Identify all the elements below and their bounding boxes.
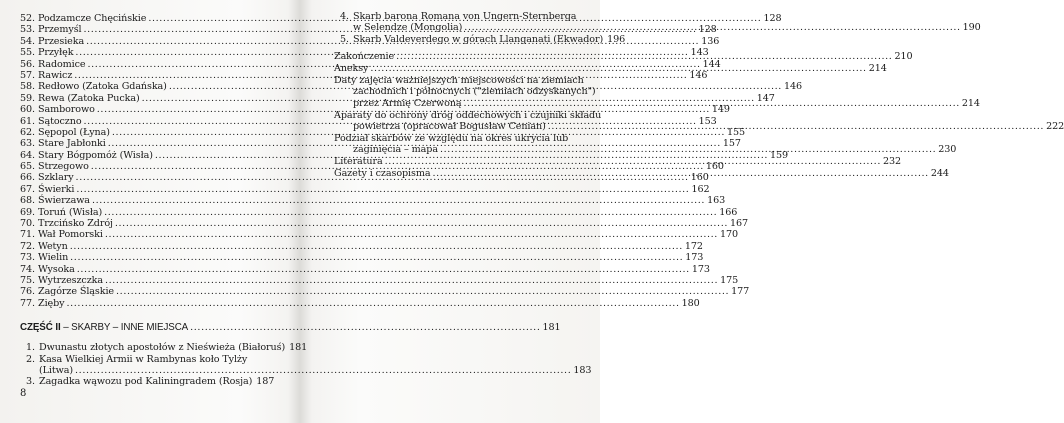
entry-page: 143 (690, 47, 709, 59)
entry-label: Sępopol (Łyna) (38, 126, 110, 138)
entry-label: Redłowo (Zatoka Gdańska) (38, 81, 167, 93)
entry-label: Świerzawa (38, 195, 90, 207)
toc-entry (20, 195, 726, 207)
entry-number: 53. (20, 24, 35, 36)
toc-entry (20, 229, 738, 241)
entry-number: 62. (20, 126, 35, 138)
entry-number: 61. (20, 115, 35, 127)
entry-label: Samborowo (38, 104, 95, 116)
entry-continuation (334, 86, 596, 98)
entry-page: 163 (707, 195, 726, 207)
entry-label: (Litwa) (39, 364, 74, 376)
part-title-bold: CZĘŚĆ II (20, 322, 61, 334)
entry-number: 69. (20, 206, 35, 218)
entry-page: 162 (691, 183, 710, 195)
entry-label: przez Armię Czerwoną (353, 97, 462, 109)
toc-entry (334, 34, 626, 46)
entry-page: 214 (868, 63, 887, 75)
entry-label: Sątoczno (38, 115, 82, 127)
entry-page: 136 (701, 35, 720, 47)
entry-label: Wysoka (38, 263, 75, 275)
entry-number: 2. (26, 353, 35, 365)
entry-page: 181 (289, 342, 308, 354)
entry-page: 187 (256, 376, 275, 388)
entry-page: 167 (730, 218, 749, 230)
leader-dots (385, 156, 881, 167)
entry-number: 65. (20, 161, 35, 173)
entry-number: 59. (20, 92, 35, 104)
entry-label: Przyłęk (38, 47, 74, 59)
leader-dots (432, 168, 928, 179)
entry-label: Wielin (38, 252, 69, 264)
entry-page: 173 (685, 252, 704, 264)
entry-number: 74. (20, 263, 35, 275)
entry-line (20, 354, 264, 365)
entry-number: 76. (20, 286, 35, 298)
entry-number: 1. (26, 342, 35, 354)
entry-label: Wał Pomorski (38, 229, 103, 241)
entry-number: 73. (20, 252, 35, 264)
entry-page: 244 (930, 168, 949, 180)
entry-number: 63. (20, 138, 35, 150)
entry-line (20, 376, 275, 388)
entry-page: 173 (691, 263, 710, 275)
entry-number: 67. (20, 183, 35, 195)
entry-label: Świerki (38, 183, 75, 195)
leader-dots (548, 121, 1044, 132)
entry-number: 68. (20, 195, 35, 207)
entry-page: 155 (727, 126, 746, 138)
entry-number: 71. (20, 229, 35, 241)
toc-entry (20, 240, 703, 252)
part-entries (20, 342, 592, 388)
entry-page: 190 (962, 22, 981, 34)
entry-label: Kasa Wielkiej Armii w Rambynas koło Tylży (39, 353, 248, 365)
entry-page: 175 (720, 274, 739, 286)
leader-dots (464, 98, 960, 109)
entry-label: Strzegowo (38, 161, 89, 173)
entry-label: Przemyśl (38, 24, 82, 36)
entry-label: Zięby (38, 297, 65, 309)
toc-entry (20, 183, 710, 195)
entry-label: Aneksy (334, 63, 369, 75)
entry-page: 196 (607, 34, 626, 46)
entry-number: 55. (20, 47, 35, 59)
entry-page: 230 (938, 144, 957, 156)
entry-label: powietrza (opracował Bogusław Cenian) (353, 121, 546, 133)
entry-number: 70. (20, 218, 35, 230)
entry-label: Rewa (Zatoka Pucka) (38, 92, 140, 104)
toc-entry (20, 297, 700, 309)
entry-page: 128 (763, 13, 782, 24)
entry-page: 172 (684, 240, 703, 252)
entry-page: 177 (731, 286, 750, 298)
entry-page: 232 (882, 156, 901, 168)
leader-dots (440, 144, 936, 155)
entry-number: 3. (26, 376, 35, 388)
leader-dots (370, 63, 866, 74)
entry-line (334, 11, 586, 22)
entry-number: 60. (20, 104, 35, 116)
entry-page: 183 (573, 364, 592, 376)
entry-number: 57. (20, 69, 35, 81)
entry-number: 72. (20, 240, 35, 252)
entry-number: 4. (340, 11, 349, 22)
entry-number: 66. (20, 172, 35, 184)
entry-number: 5. (340, 34, 349, 46)
entry-label: w Selendze (Mongolia) (353, 22, 463, 34)
toc-entry (20, 274, 739, 286)
toc-entry (20, 206, 738, 218)
entry-page: 180 (681, 297, 700, 309)
page-number: 8 (20, 388, 27, 399)
entry-page: 160 (705, 161, 724, 173)
part-title-rest: – SKARBY – INNE MIEJSCA (60, 322, 189, 334)
entry-line (20, 342, 308, 354)
toc-entry (20, 263, 710, 275)
entry-label: Szklary (38, 172, 74, 184)
entry-page: 214 (961, 97, 980, 109)
entry-label: Toruń (Wisła) (38, 206, 103, 218)
entry-number: 64. (20, 149, 35, 161)
entry-line (334, 109, 602, 121)
entry-page: 160 (690, 172, 709, 184)
entry-page: 144 (702, 58, 721, 70)
entry-label: Podział skarbów ze względu na okres ukrycia lub (334, 132, 569, 144)
entry-page: 149 (711, 104, 730, 116)
entry-label: Podzamcze Chęcińskie (38, 13, 147, 24)
entry-label: Zagórze Śląskie (38, 286, 115, 298)
entry-page: 146 (783, 81, 802, 93)
entry-label: Stary Bógpomóż (Wisła) (38, 149, 153, 161)
entry-page: 147 (756, 92, 775, 104)
entry-label: Literatura (334, 156, 383, 168)
entry-label: Radomice (38, 58, 86, 70)
entry-label: Trzcińsko Zdrój (38, 218, 113, 230)
entry-number: 58. (20, 81, 35, 93)
leader-dots (464, 22, 960, 36)
part-heading (20, 321, 561, 334)
entry-page: 157 (722, 138, 741, 150)
entry-label: zaginięcia – mapa (353, 144, 438, 156)
entry-number: 56. (20, 58, 35, 70)
toc-entry (20, 218, 749, 230)
entry-label: Dwunastu złotych apostołów z Nieświeża (Białoruś) (39, 342, 286, 354)
part-title (20, 321, 188, 334)
entry-label: Przesieka (38, 35, 85, 47)
toc-entry (20, 286, 750, 298)
entry-label: zachodnich i północnych ("ziemiach odzyskanych") (353, 86, 596, 98)
entry-page: 170 (719, 229, 738, 241)
entry-number: 52. (20, 13, 35, 24)
leader-dots (396, 51, 892, 62)
entry-number: 77. (20, 297, 35, 309)
entry-label: Skarb Valdeverdego w górach Llanganati (Ekwador) (353, 34, 604, 46)
entry-line (334, 133, 586, 144)
part-page: 181 (542, 322, 561, 334)
entry-label: Skarb barona Romana von Ungern-Sternberga (353, 11, 577, 22)
entry-line (334, 34, 626, 46)
entry-label: Wetyn (38, 240, 68, 252)
entry-number: 75. (20, 274, 35, 286)
entry-page: 146 (689, 69, 708, 81)
entry-number: 54. (20, 35, 35, 47)
entry-continuation (20, 364, 592, 376)
entry-label: Zakończenie (334, 51, 395, 63)
entry-page: 128 (698, 24, 717, 36)
toc-entry (20, 252, 704, 264)
entry-page: 159 (770, 149, 789, 161)
entry-line (334, 75, 586, 86)
entry-label: Wytrzeszczka (38, 274, 103, 286)
toc-entry (20, 353, 592, 377)
entry-label: Rawicz (38, 69, 73, 81)
toc-entry (20, 342, 308, 354)
entry-page: 210 (894, 51, 913, 63)
entry-page: 153 (698, 115, 717, 127)
entry-label: Stare Jabłonki (38, 138, 106, 150)
entry-label: Daty zajęcia ważniejszych miejscowości na ziemiach (334, 74, 584, 86)
entry-page: 222 (1046, 121, 1064, 133)
entry-label: Zagadka wąwozu pod Kaliningradem (Rosja) (39, 376, 253, 388)
toc-entry (20, 376, 275, 388)
entry-label: Aparaty do ochrony dróg oddechowych i czujniki składu (334, 109, 602, 121)
entry-page: 166 (719, 206, 738, 218)
entry-label: Gazety i czasopisma (334, 168, 431, 180)
